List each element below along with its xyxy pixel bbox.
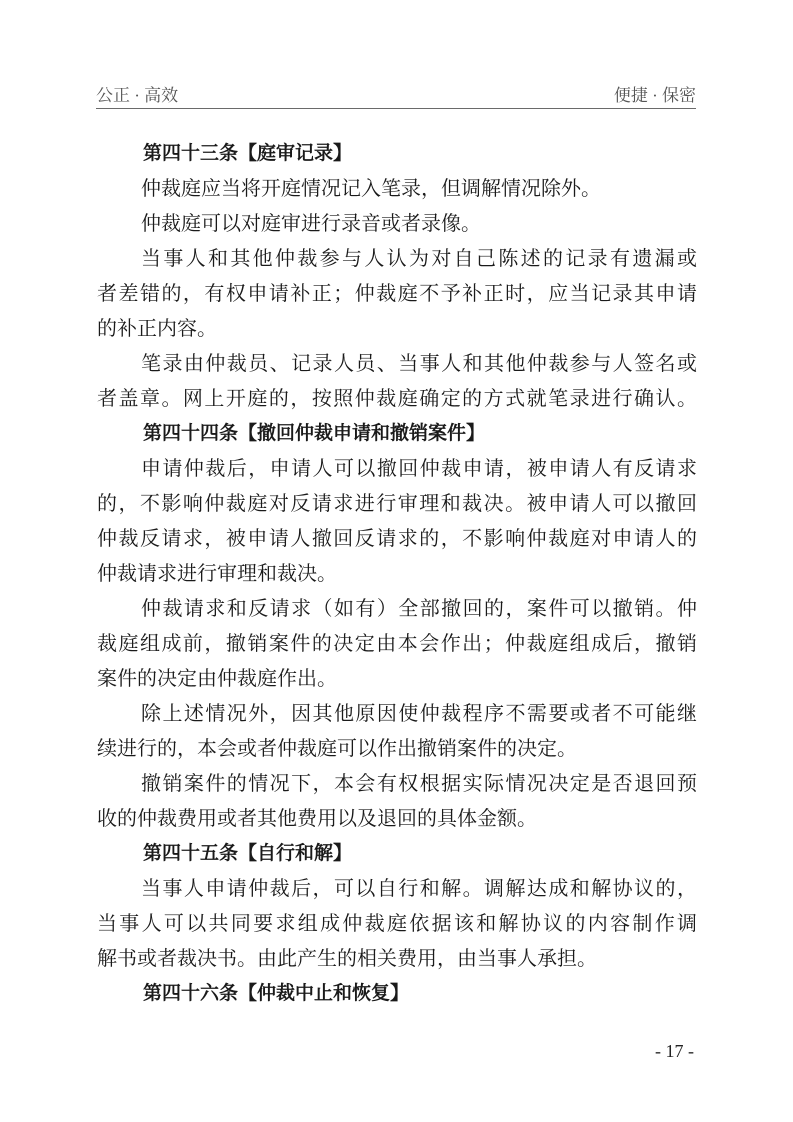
article-44-heading: 第四十四条【撤回仲裁申请和撤销案件】 [143,422,486,444]
paragraph-line: 除上述情况外，因其他原因使仲裁程序不需要或者不可能继 [141,701,697,725]
paragraph-line: 仲裁请求进行审理和裁决。 [97,561,337,585]
paragraph-line: 仲裁反请求，被申请人撤回反请求的，不影响仲裁庭对申请人的 [97,526,697,550]
paragraph-line: 收的仲裁费用或者其他费用以及退回的具体金额。 [97,806,537,830]
paragraph-line: 续进行的，本会或者仲裁庭可以作出撤销案件的决定。 [97,736,577,760]
paragraph-line: 当事人可以共同要求组成仲裁庭依据该和解协议的内容制作调 [97,911,697,935]
paragraph-line: 裁庭组成前，撤销案件的决定由本会作出；仲裁庭组成后，撤销 [97,631,697,655]
article-body [97,136,697,1011]
paragraph-line: 者差错的，有权申请补正；仲裁庭不予补正时，应当记录其申请 [97,281,697,305]
paragraph-line: 的补正内容。 [97,316,217,340]
page-number: - 17 - [655,1041,694,1061]
paragraph-line: 的，不影响仲裁庭对反请求进行审理和裁决。被申请人可以撤回 [97,491,697,515]
paragraph-line: 解书或者裁决书。由此产生的相关费用，由当事人承担。 [97,946,597,970]
page-header [96,78,696,109]
header-left-motto: 公正 · 高效 [96,86,179,105]
paragraph-line: 当事人申请仲裁后，可以自行和解。调解达成和解协议的， [141,876,697,900]
paragraph-line: 申请仲裁后，申请人可以撤回仲裁申请，被申请人有反请求 [141,456,697,480]
paragraph-line: 当事人和其他仲裁参与人认为对自己陈述的记录有遗漏或 [141,246,697,270]
paragraph-line: 笔录由仲裁员、记录人员、当事人和其他仲裁参与人签名或 [141,351,697,375]
paragraph-line: 撤销案件的情况下，本会有权根据实际情况决定是否退回预 [141,771,697,795]
article-45-heading: 第四十五条【自行和解】 [143,842,353,864]
paragraph-line: 案件的决定由仲裁庭作出。 [97,666,337,690]
paragraph-line: 仲裁庭应当将开庭情况记入笔录，但调解情况除外。 [141,176,601,200]
paragraph-line: 仲裁庭可以对庭审进行录音或者录像。 [141,211,481,235]
article-43-heading: 第四十三条【庭审记录】 [143,142,353,164]
paragraph-line: 者盖章。网上开庭的，按照仲裁庭确定的方式就笔录进行确认。 [97,386,697,410]
header-right-motto: 便捷 · 保密 [613,86,696,105]
paragraph-line: 仲裁请求和反请求（如有）全部撤回的，案件可以撤销。仲 [141,596,697,620]
article-46-heading: 第四十六条【仲裁中止和恢复】 [143,982,410,1004]
